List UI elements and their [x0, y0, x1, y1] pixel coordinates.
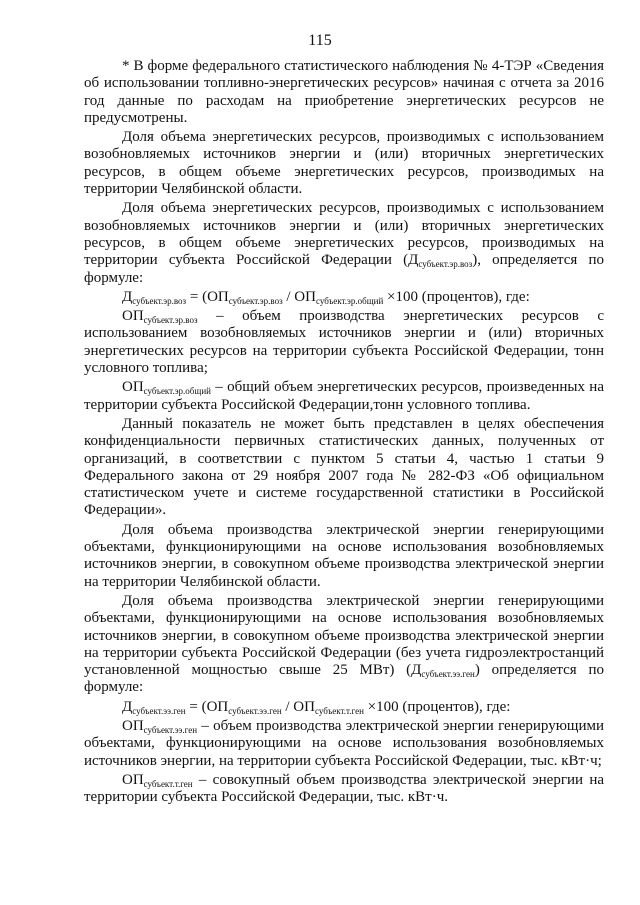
indicator-heading-energy-resources: Доля объема энергетических ресурсов, производимых с использованием возобновляемых источников энергии и (или) вторичных энергетических ресурсов, в общем объеме энергетических ресурсов, производимых на территории Челябинской области. [84, 129, 604, 198]
formula-energy-resources: $Д_{субъект.эр.воз} = (ОП_{субъект.эр.воз} / ОП_{субъект.эр.общий} \times 100$ (процентов), где: [122, 288, 530, 306]
confidentiality-paragraph: Данный показатель не может быть представлен в целях обеспечения конфиденциальности первичных статистических данных, полученных от организаций, в соответствии с пунктом 5 статьи 4, частью 1 статьи 9 Федерального закона от 29 ноября 2007 года № 282-ФЗ «Об официальном статистическом учете и системе государственной статистики в Российской Федерации». [84, 415, 604, 519]
definition-op-t-gen: $ОП_{субъект.т.ген}$ – совокупный объем производства электрической энергии на территории субъекта Российской Федерации, тыс. кВт·ч. [84, 771, 604, 806]
page-number: 115 [308, 32, 332, 49]
indicator-description-electricity: Доля объема производства электрической энергии генерирующими объектами, функционирующими на основе использования возобновляемых источников энергии, в совокупном объеме производства электрической энергии на территории субъекта Российской Федерации (без учета гидроэлектростанций установленной мощностью свыше 25 МВт) $(Д_{субъект.ээ.ген})$ определяется по формуле: [84, 592, 604, 696]
document-body [84, 58, 604, 808]
definition-op-er-voz: $ОП_{субъект.эр.воз}$ – объем производства энергетических ресурсов с использованием возобновляемых источников энергии и (или) вторичных энергетических ресурсов на территории субъекта Российской Федерации, тонн условного топлива; [84, 308, 604, 377]
definition-op-er-total: $ОП_{субъект.эр.общий}$ – общий объем энергетических ресурсов, произведенных на территории субъекта Российской Федерации,тонн условного топлива. [84, 379, 604, 413]
indicator-description-energy-resources: Доля объема энергетических ресурсов, производимых с использованием возобновляемых источников энергии и (или) вторичных энергетических ресурсов, в общем объеме энергетических ресурсов, производимых на территории субъекта Российской Федерации $(Д_{субъект.эр.воз})$, определяется по формуле: [84, 200, 604, 286]
indicator-heading-electricity: Доля объема производства электрической энергии генерирующими объектами, функционирующими на основе использования возобновляемых источников энергии, в совокупном объеме производства электрической энергии на территории Челябинской области. [84, 521, 604, 590]
definition-op-ee-gen: $ОП_{субъект.ээ.ген}$ – объем производства электрической энергии генерирующими объектами, функционирующими на основе использования возобновляемых источников энергии, на территории субъекта Российской Федерации, тыс. кВт·ч; [84, 717, 604, 769]
footnote-paragraph: * В форме федерального статистического наблюдения № 4-ТЭР «Сведения об использовании топливно-энергетических ресурсов» начиная с отчета за 2016 год данные по расходам на приобретение энергетических ресурсов не предусмотрены. [84, 58, 604, 126]
formula-electricity: $Д_{субъект.ээ.ген} = (ОП_{субъект.ээ.ген} / ОП_{субъект.т.ген} \times 100$ (процентов), где: [122, 698, 511, 716]
